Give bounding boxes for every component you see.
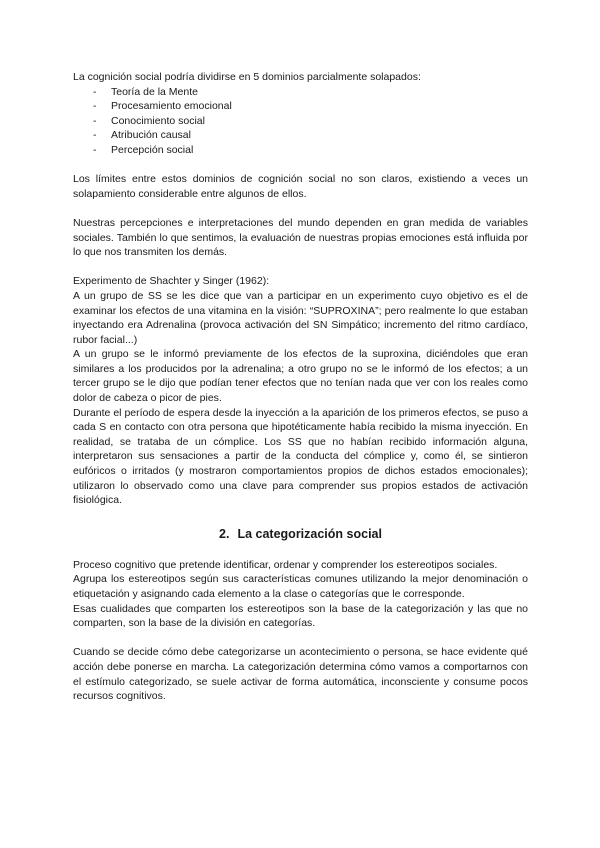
spacer <box>73 201 528 216</box>
dash-bullet: - <box>93 129 97 142</box>
dash-bullet: - <box>93 100 97 113</box>
domains-list <box>73 85 528 158</box>
categorization-paragraph-2: Agrupa los estereotipos según sus características comunes utilizando la mejor denominación o etiquetación y asignando cada elemento a la clase o categorías que le corresponde. <box>73 573 528 600</box>
categorization-paragraph-3: Esas cualidades que comparten los estereotipos son la base de la categorización y las que no comparten, son la base de la división en categorías. <box>73 602 528 630</box>
list-item <box>93 114 528 129</box>
dash-bullet: - <box>93 114 97 127</box>
experiment-paragraph-3: Durante el período de espera desde la inyección a la aparición de los primeros efectos, se puso a cada S en contacto con otra persona que hipotéticamente había recibido la misma inyección. En realidad, se trataba de un cómplice. Los SS que no habían recibido información alguna, interpretaron sus sensaciones a partir de la conducta del cómplice y, como él, se sintieron eufóricos o irritados (y mostraron comportamientos propios de dichos estados emocionales); utilizaron lo observado como una clave para comprender sus propios estados de activación fisiológica. <box>73 406 528 507</box>
list-item-text: Conocimiento social <box>111 114 205 127</box>
list-item <box>93 99 528 114</box>
list-item-text: Percepción social <box>111 143 194 156</box>
section-number: 2. <box>219 526 230 541</box>
list-item-text: Teoría de la Mente <box>111 85 198 98</box>
list-item-text: Atribución causal <box>111 129 191 142</box>
section-title: La categorización social <box>237 526 382 541</box>
categorization-paragraph-4: Cuando se decide cómo debe categorizarse un acontecimiento o persona, se hace evidente qué acción debe ponerse en marcha. La categorización determina cómo vamos a comportarnos con el estímulo categorizado, se suele activar de forma automática, inconsciente y consume pocos recursos cognitivos. <box>73 646 528 703</box>
experiment-paragraph-1: A un grupo de SS se les dice que van a participar en un experimento cuyo objetivo es el de examinar los efectos de una vitamina en la visión: “SUPROXINA”; pero realmente lo que estaban inyectando era Adrenalina (provoca activación del SN Simpático; incremento del ritmo cardíaco, rubor facial...) <box>73 289 528 346</box>
list-item <box>93 143 528 158</box>
list-item-text: Procesamiento emocional <box>111 100 232 113</box>
experiment-paragraph-2: A un grupo se le informó previamente de los efectos de la suproxina, diciéndoles que eran similares a los producidos por la adrenalina; a otro grupo no se le informó de los efectos; a un tercer grupo se le dijo que podían tener efectos que no tenían nada que ver con los reales como dolor de cabeza o picor de pies. <box>73 348 528 405</box>
spacer <box>73 158 528 173</box>
list-item <box>93 128 528 143</box>
dash-bullet: - <box>93 85 97 98</box>
limits-paragraph: Los límites entre estos dominios de cognición social no son claros, existiendo a veces un solapamiento considerable entre algunos de ellos. <box>73 173 528 200</box>
spacer <box>73 631 528 646</box>
intro-paragraph: La cognición social podría dividirse en 5 dominios parcialmente solapados: <box>73 71 421 83</box>
section-heading <box>73 526 528 542</box>
spacer <box>73 260 528 275</box>
list-item <box>93 85 528 100</box>
perceptions-paragraph: Nuestras percepciones e interpretaciones del mundo dependen en gran medida de variables sociales. También lo que sentimos, la evaluación de nuestras propias emociones está influida por lo que nos transmiten los demás. <box>73 216 528 259</box>
dash-bullet: - <box>93 143 97 156</box>
experiment-title: Experimento de Shachter y Singer (1962): <box>73 275 270 288</box>
categorization-paragraph-1: Proceso cognitivo que pretende identificar, ordenar y comprender los estereotipos sociales. <box>73 558 498 571</box>
